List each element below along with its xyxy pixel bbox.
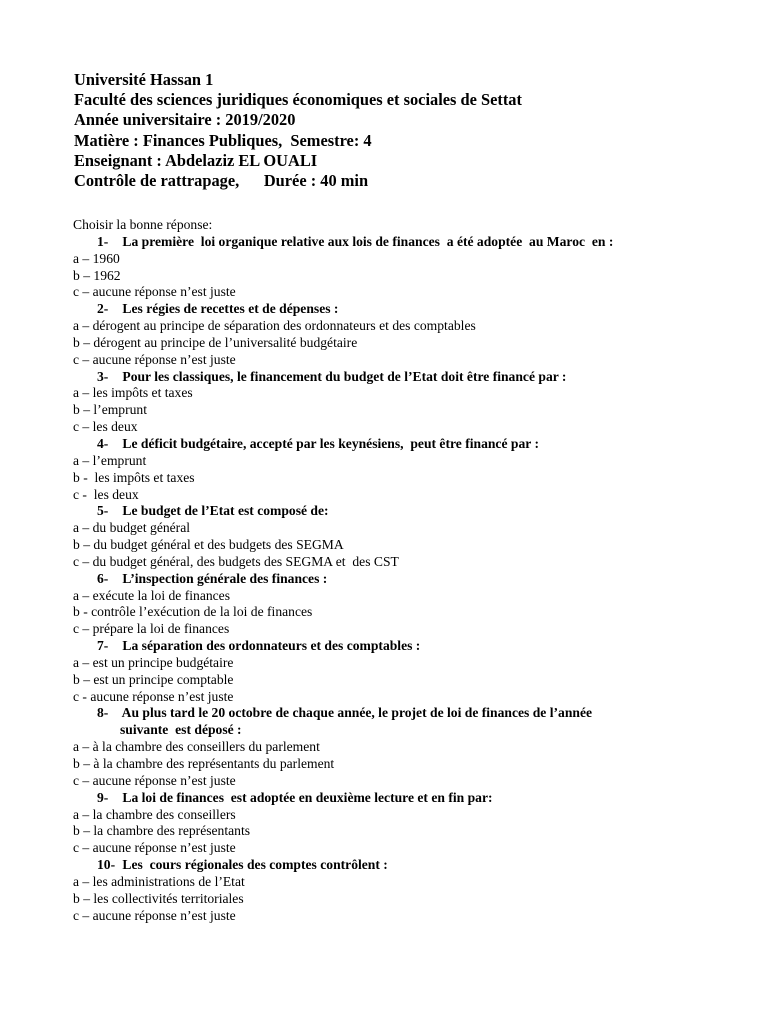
answer-option: b – les collectivités territoriales (73, 890, 244, 906)
question-text: Les cours régionales des comptes contrôlent : (119, 857, 388, 873)
question-text: Pour les classiques, le financement du budget de l’Etat doit être financé par : (119, 368, 567, 384)
answer-option: b – la chambre des représentants (73, 823, 251, 839)
exam-body (73, 217, 756, 924)
question-text: Les régies de recettes et de dépenses : (119, 301, 339, 317)
answer-option: b – est un principe comptable (73, 671, 234, 687)
question-number: 7- (97, 638, 109, 654)
answer-option: a – exécute la loi de finances (73, 587, 231, 603)
answer-option: c – aucune réponse n’est juste (73, 840, 236, 856)
question-title (73, 857, 756, 874)
answer-option: c – aucune réponse n’est juste (73, 284, 236, 300)
answer-option: c – aucune réponse n’est juste (73, 772, 236, 788)
answer-option: b – 1962 (73, 267, 121, 283)
instruction: Choisir la bonne réponse: (73, 217, 213, 232)
question-number: 4- (97, 435, 109, 451)
question-title (73, 790, 756, 807)
answer-option: c – prépare la loi de finances (73, 621, 230, 637)
question-title (73, 369, 756, 386)
answer-option: c – les deux (73, 419, 138, 435)
teacher-line: Enseignant : Abdelaziz EL OUALI (74, 150, 318, 170)
question-text: Au plus tard le 20 octobre de chaque année, le projet de loi de finances de l’année (119, 705, 593, 721)
academic-year: Année universitaire : 2019/2020 (74, 110, 296, 130)
question-number: 3- (97, 368, 109, 384)
question-text: La loi de finances est adoptée en deuxième lecture et en fin par: (119, 789, 493, 805)
question-text: Le déficit budgétaire, accepté par les keynésiens, peut être financé par : (119, 435, 539, 451)
question-text-continued: suivante est déposé : (120, 722, 242, 738)
answer-option: b – dérogent au principe de l’universalité budgétaire (73, 334, 358, 350)
answer-option: a – dérogent au principe de séparation des ordonnateurs et des comptables (73, 318, 476, 334)
university-name: Université Hassan 1 (74, 70, 214, 89)
answer-option: a – la chambre des conseillers (73, 806, 236, 822)
answer-option: a – est un principe budgétaire (73, 654, 234, 670)
question-text: Le budget de l’Etat est composé de: (119, 503, 329, 519)
question-title (73, 638, 756, 655)
answer-option: b – l’emprunt (73, 402, 147, 418)
question-title (73, 705, 756, 722)
answer-option: a – du budget général (73, 520, 191, 536)
answer-option: a – l’emprunt (73, 452, 147, 468)
answer-option: c – aucune réponse n’est juste (73, 351, 236, 367)
question-text: La première loi organique relative aux lois de finances a été adoptée au Maroc en : (119, 233, 614, 249)
question-number: 2- (97, 301, 109, 317)
answer-option: c - les deux (73, 486, 139, 502)
answer-option: b - les impôts et taxes (73, 469, 195, 485)
answer-option: a – à la chambre des conseillers du parlement (73, 739, 320, 755)
answer-option: c – aucune réponse n’est juste (73, 907, 236, 923)
answer-option: c – du budget général, des budgets des SEGMA et des CST (73, 553, 399, 569)
question-number: 5- (97, 503, 109, 519)
answer-option: a – les impôts et taxes (73, 385, 193, 401)
question-number: 8- (97, 705, 109, 721)
question-title (73, 301, 756, 318)
answer-option: b - contrôle l’exécution de la loi de finances (73, 604, 313, 620)
exam-header (74, 70, 522, 191)
question-number: 1- (97, 233, 109, 249)
question-text: L’inspection générale des finances : (119, 570, 328, 586)
answer-option: a – les administrations de l’Etat (73, 873, 245, 889)
question-title (73, 234, 756, 251)
question-number: 9- (97, 789, 109, 805)
question-list (73, 234, 756, 925)
exam-line: Contrôle de rattrapage, Durée : 40 min (74, 171, 369, 191)
subject-line: Matière : Finances Publiques, Semestre: 4 (74, 130, 372, 150)
answer-option: a – 1960 (73, 250, 120, 266)
faculty-name: Faculté des sciences juridiques économiques et sociales de Settat (74, 90, 522, 110)
question-number: 6- (97, 570, 109, 586)
question-title (73, 503, 756, 520)
question-title (73, 436, 756, 453)
question-text: La séparation des ordonnateurs et des comptables : (119, 638, 421, 654)
question-title (73, 571, 756, 588)
answer-option: c - aucune réponse n’est juste (73, 688, 234, 704)
answer-option: b – à la chambre des représentants du parlement (73, 756, 335, 771)
answer-option: b – du budget général et des budgets des SEGMA (73, 537, 344, 553)
question-number: 10- (97, 857, 116, 873)
